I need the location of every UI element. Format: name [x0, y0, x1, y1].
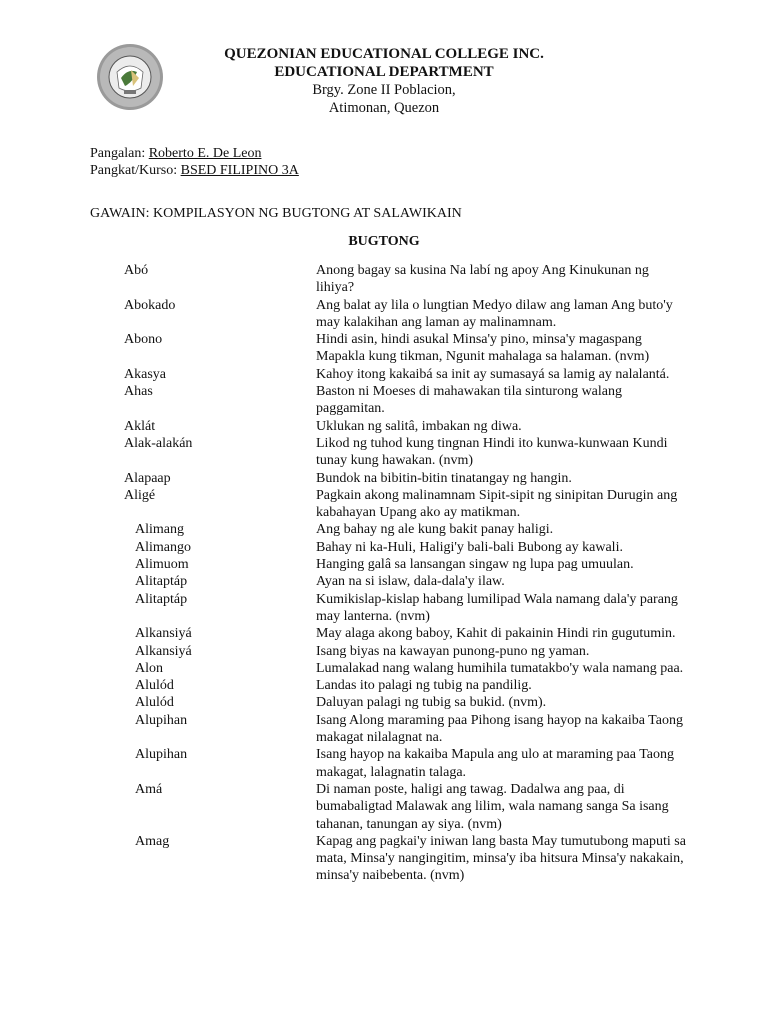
riddle-text: Landas ito palagi ng tubig na pandilig.: [316, 678, 532, 694]
riddle-text: Hindi asin, hindi asukal Minsa'y pino, minsa'y magaspang Mapakla kung tikman, Ngunit mahalaga sa halaman. (nvm): [316, 332, 650, 365]
riddle-row: [0, 487, 768, 522]
student-course-row: [90, 162, 299, 179]
riddle-row: [0, 297, 768, 332]
course-label: Pangkat/Kurso:: [90, 163, 181, 178]
riddle-answer: Alak-alakán: [124, 435, 193, 451]
riddle-row: [0, 746, 768, 781]
riddle-text: Pagkain akong malinamnam Sipit-sipit ng sinipitan Durugin ang kabahayan Upang ako ay matikman.: [316, 487, 678, 521]
section-title: BUGTONG: [348, 234, 420, 249]
course-value: BSED FILIPINO 3A: [180, 163, 299, 178]
riddle-text: Ang balat ay lila o lungtian Medyo dilaw ang laman Ang buto'y may kalakihan ang laman ay malinamnam.: [316, 297, 673, 330]
riddle-answer: Alitaptáp: [135, 591, 188, 607]
riddle-text: Kahoy itong kakaibá sa init ay sumasayá sa lamig ay nalalantá.: [316, 366, 670, 382]
riddle-row: [0, 435, 768, 470]
riddle-answer: Aligé: [124, 487, 156, 503]
riddle-row: [0, 625, 768, 642]
riddle-text: Lumalakad nang walang humihila tumatakbo'y wala namang paa.: [316, 660, 684, 676]
riddle-row: [0, 643, 768, 660]
student-name-row: [90, 145, 299, 162]
riddle-text: Ang bahay ng ale kung bakit panay haligi.: [316, 522, 554, 538]
school-name: QUEZONIAN EDUCATIONAL COLLEGE INC.: [224, 46, 544, 62]
riddle-text: Baston ni Moeses di mahawakan tila sinturong walang paggamitan.: [316, 384, 622, 417]
riddle-answer: Abono: [124, 332, 163, 348]
riddle-answer: Amá: [135, 781, 163, 797]
riddle-row: [0, 591, 768, 626]
riddle-row: [0, 418, 768, 435]
department-name: EDUCATIONAL DEPARTMENT: [274, 64, 494, 80]
riddle-answer: Alupihan: [135, 747, 188, 763]
riddle-text: Ayan na si islaw, dala-dala'y ilaw.: [316, 574, 505, 590]
riddle-row: [0, 833, 768, 885]
riddle-row: [0, 573, 768, 590]
riddle-answer: Alupihan: [135, 712, 188, 728]
riddle-row: [0, 677, 768, 694]
riddle-text: Daluyan palagi ng tubig sa bukid. (nvm).: [316, 695, 547, 711]
riddle-answer: Abokado: [124, 297, 176, 313]
riddle-answer: Alkansiyá: [135, 626, 192, 642]
student-info: [90, 145, 299, 179]
riddle-row: [0, 660, 768, 677]
riddle-text: Likod ng tuhod kung tingnan Hindi ito kunwa-kunwaan Kundi tunay kung hawakan. (nvm): [316, 435, 668, 469]
riddle-answer: Alimuom: [135, 557, 189, 573]
riddle-answer: Alimango: [135, 539, 191, 555]
riddle-text: Anong bagay sa kusina Na labí ng apoy Ang Kinukunan ng lihiya?: [316, 263, 649, 296]
riddle-row: [0, 712, 768, 747]
riddle-answer: Alulód: [135, 678, 174, 694]
riddle-text: Bundok na bibitin-bitin tinatangay ng hangin.: [316, 470, 572, 486]
riddle-text: May alaga akong baboy, Kahit di pakainin Hindi rin gugutumin.: [316, 626, 676, 642]
name-value: Roberto E. De Leon: [148, 146, 262, 161]
riddle-answer: Ahas: [124, 384, 153, 400]
name-label: Pangalan:: [90, 146, 149, 161]
riddle-text: Hanging galâ sa lansangan singaw ng lupa pag umuulan.: [316, 557, 634, 573]
riddle-text: Kapag ang pagkai'y iniwan lang basta May tumutubong maputi sa mata, Minsa'y nangingitim, minsa'y iba hitsura Minsa'y nakakain, minsa'y naibebenta. (nvm): [316, 833, 686, 884]
riddle-text: Uklukan ng salitâ, imbakan ng diwa.: [316, 418, 522, 434]
riddle-row: [0, 331, 768, 366]
riddle-answer: Abó: [124, 263, 149, 278]
riddle-answer: Akasya: [124, 366, 166, 382]
riddle-list: [0, 262, 768, 885]
document-header: [0, 45, 768, 117]
riddle-text: Di naman poste, haligi ang tawag. Dadalwa ang paa, di bumabaligtad Malawak ang lilim, wala namang sanga Sa isang tahanan, tanungan ay siya. (nvm): [316, 781, 669, 832]
riddle-answer: Amag: [135, 833, 170, 849]
riddle-answer: Alimang: [135, 522, 184, 538]
riddle-row: [0, 366, 768, 383]
riddle-answer: Alon: [135, 660, 163, 676]
riddle-row: [0, 694, 768, 711]
riddle-answer: Alitaptáp: [135, 574, 188, 590]
riddle-row: [0, 262, 768, 297]
riddle-answer: Alulód: [135, 695, 174, 711]
riddle-row: [0, 470, 768, 487]
riddle-row: [0, 539, 768, 556]
riddle-row: [0, 521, 768, 538]
riddle-text: Kumikislap-kislap habang lumilipad Wala namang dala'y parang may lanterna. (nvm): [316, 591, 678, 624]
riddle-answer: Alkansiyá: [135, 643, 192, 659]
riddle-answer: Alapaap: [124, 470, 171, 486]
riddle-text: Isang Along maraming paa Pihong isang hayop na kakaiba Taong makagat nilalagnat na.: [316, 712, 683, 746]
address-line-2: Atimonan, Quezon: [328, 100, 440, 116]
riddle-answer: Aklát: [124, 418, 156, 434]
riddle-text: Isang hayop na kakaiba Mapula ang ulo at maraming paa Taong makagat, lalagnatin talaga.: [316, 747, 674, 780]
address-line-1: Brgy. Zone II Poblacion,: [312, 82, 456, 98]
riddle-row: [0, 556, 768, 573]
riddle-text: Bahay ni ka-Huli, Haligi'y bali-bali Bubong ay kawali.: [316, 539, 623, 555]
task-title: GAWAIN: KOMPILASYON NG BUGTONG AT SALAWIKAIN: [90, 206, 462, 221]
riddle-text: Isang biyas na kawayan punong-puno ng yaman.: [316, 643, 590, 659]
riddle-row: [0, 383, 768, 418]
riddle-row: [0, 781, 768, 833]
